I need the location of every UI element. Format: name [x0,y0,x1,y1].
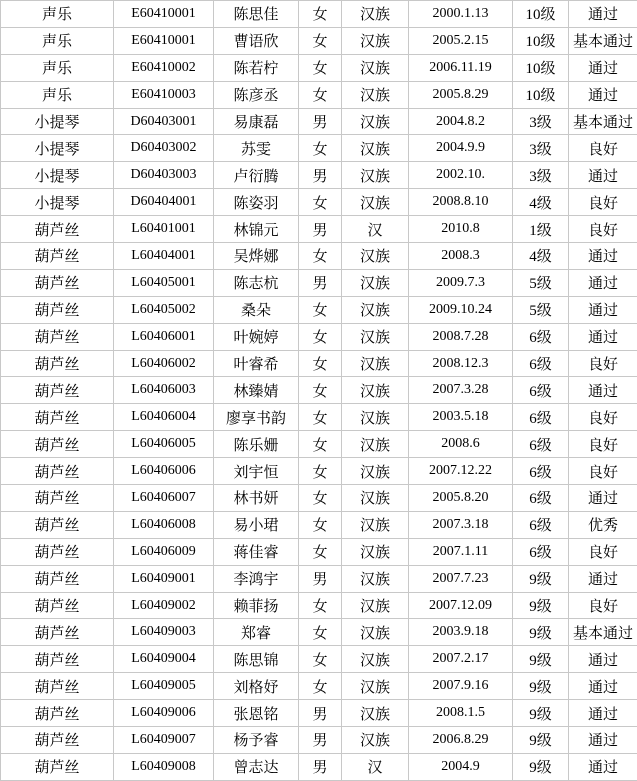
birthdate-cell[interactable]: 2009.10.24 [409,296,513,323]
subject-cell[interactable]: 葫芦丝 [1,323,114,350]
result-cell[interactable]: 通过 [569,753,637,780]
ethnicity-cell[interactable]: 汉族 [342,162,409,189]
grade-level-cell[interactable]: 9级 [513,646,569,673]
table-row [1,27,637,54]
exam-id-cell[interactable]: L60409006 [114,700,214,727]
student-name-cell[interactable]: 刘格妤 [214,673,299,700]
table-body [1,1,637,781]
ethnicity-cell[interactable]: 汉族 [342,323,409,350]
result-cell[interactable]: 良好 [569,458,637,485]
ethnicity-cell[interactable]: 汉族 [342,350,409,377]
subject-cell[interactable]: 声乐 [1,1,114,28]
result-cell[interactable]: 基本通过 [569,27,637,54]
gender-cell[interactable]: 女 [299,404,342,431]
birthdate-cell[interactable]: 2007.2.17 [409,646,513,673]
student-name-cell[interactable]: 叶婉婷 [214,323,299,350]
subject-cell[interactable]: 葫芦丝 [1,753,114,780]
exam-id-cell[interactable]: D60403003 [114,162,214,189]
exam-id-cell[interactable]: E60410002 [114,54,214,81]
birthdate-cell[interactable]: 2008.3 [409,243,513,270]
table-row [1,485,637,512]
table-row [1,565,637,592]
student-name-cell[interactable]: 苏雯 [214,135,299,162]
gender-cell[interactable]: 女 [299,27,342,54]
ethnicity-cell[interactable]: 汉族 [342,538,409,565]
subject-cell[interactable]: 葫芦丝 [1,269,114,296]
table-row [1,727,637,754]
table-row [1,81,637,108]
gender-cell[interactable]: 女 [299,243,342,270]
result-cell[interactable]: 通过 [569,565,637,592]
gender-cell[interactable]: 女 [299,485,342,512]
subject-cell[interactable]: 葫芦丝 [1,619,114,646]
student-name-cell[interactable]: 赖菲扬 [214,592,299,619]
grade-level-cell[interactable]: 6级 [513,485,569,512]
birthdate-cell[interactable]: 2007.3.28 [409,377,513,404]
exam-id-cell[interactable]: D60403001 [114,108,214,135]
gender-cell[interactable]: 女 [299,592,342,619]
student-name-cell[interactable]: 曹语欣 [214,27,299,54]
birthdate-cell[interactable]: 2007.9.16 [409,673,513,700]
gender-cell[interactable]: 男 [299,753,342,780]
subject-cell[interactable]: 小提琴 [1,108,114,135]
birthdate-cell[interactable]: 2006.11.19 [409,54,513,81]
exam-id-cell[interactable]: E60410003 [114,81,214,108]
student-name-cell[interactable]: 杨予睿 [214,727,299,754]
exam-id-cell[interactable]: E60410001 [114,1,214,28]
birthdate-cell[interactable]: 2010.8 [409,216,513,243]
table-row [1,538,637,565]
table-row [1,296,637,323]
exam-id-cell[interactable]: L60406003 [114,377,214,404]
birthdate-cell[interactable]: 2007.12.22 [409,458,513,485]
exam-id-cell[interactable]: L60406004 [114,404,214,431]
table-row [1,269,637,296]
subject-cell[interactable]: 葫芦丝 [1,485,114,512]
ethnicity-cell[interactable]: 汉族 [342,27,409,54]
ethnicity-cell[interactable]: 汉族 [342,108,409,135]
result-cell[interactable]: 通过 [569,673,637,700]
grade-level-cell[interactable]: 9级 [513,673,569,700]
ethnicity-cell[interactable]: 汉族 [342,511,409,538]
subject-cell[interactable]: 葫芦丝 [1,350,114,377]
student-name-cell[interactable]: 陈乐姗 [214,431,299,458]
subject-cell[interactable]: 葫芦丝 [1,377,114,404]
student-name-cell[interactable]: 卢衍腾 [214,162,299,189]
subject-cell[interactable]: 葫芦丝 [1,404,114,431]
result-cell[interactable]: 良好 [569,350,637,377]
grade-level-cell[interactable]: 6级 [513,538,569,565]
gender-cell[interactable]: 男 [299,565,342,592]
gender-cell[interactable]: 女 [299,431,342,458]
subject-cell[interactable]: 声乐 [1,27,114,54]
ethnicity-cell[interactable]: 汉 [342,216,409,243]
subject-cell[interactable]: 葫芦丝 [1,431,114,458]
grade-level-cell[interactable]: 9级 [513,565,569,592]
result-cell[interactable]: 良好 [569,431,637,458]
subject-cell[interactable]: 葫芦丝 [1,296,114,323]
birthdate-cell[interactable]: 2007.3.18 [409,511,513,538]
result-cell[interactable]: 良好 [569,216,637,243]
exam-id-cell[interactable]: L60409001 [114,565,214,592]
birthdate-cell[interactable]: 2009.7.3 [409,269,513,296]
result-cell[interactable]: 通过 [569,1,637,28]
birthdate-cell[interactable]: 2008.1.5 [409,700,513,727]
ethnicity-cell[interactable]: 汉 [342,753,409,780]
subject-cell[interactable]: 葫芦丝 [1,511,114,538]
exam-id-cell[interactable]: L60409008 [114,753,214,780]
subject-cell[interactable]: 声乐 [1,54,114,81]
gender-cell[interactable]: 女 [299,189,342,216]
ethnicity-cell[interactable]: 汉族 [342,646,409,673]
subject-cell[interactable]: 小提琴 [1,162,114,189]
ethnicity-cell[interactable]: 汉族 [342,458,409,485]
student-name-cell[interactable]: 吴烨娜 [214,243,299,270]
subject-cell[interactable]: 声乐 [1,81,114,108]
grade-level-cell[interactable]: 1级 [513,216,569,243]
table-row [1,350,637,377]
exam-id-cell[interactable]: L60409005 [114,673,214,700]
student-name-cell[interactable]: 林锦元 [214,216,299,243]
student-name-cell[interactable]: 蒋佳睿 [214,538,299,565]
table-row [1,404,637,431]
table-row [1,673,637,700]
grade-level-cell[interactable]: 6级 [513,350,569,377]
birthdate-cell[interactable]: 2004.9 [409,753,513,780]
gender-cell[interactable]: 女 [299,673,342,700]
grade-level-cell[interactable]: 6级 [513,511,569,538]
exam-id-cell[interactable]: L60406001 [114,323,214,350]
grade-level-cell[interactable]: 3级 [513,108,569,135]
exam-id-cell[interactable]: L60409002 [114,592,214,619]
ethnicity-cell[interactable]: 汉族 [342,727,409,754]
table-row [1,753,637,780]
gender-cell[interactable]: 男 [299,162,342,189]
student-name-cell[interactable]: 陈彦丞 [214,81,299,108]
grade-level-cell[interactable]: 5级 [513,269,569,296]
grade-level-cell[interactable]: 4级 [513,189,569,216]
exam-id-cell[interactable]: L60406008 [114,511,214,538]
gender-cell[interactable]: 男 [299,269,342,296]
ethnicity-cell[interactable]: 汉族 [342,431,409,458]
birthdate-cell[interactable]: 2004.9.9 [409,135,513,162]
ethnicity-cell[interactable]: 汉族 [342,700,409,727]
grade-level-cell[interactable]: 6级 [513,404,569,431]
exam-id-cell[interactable]: L60406007 [114,485,214,512]
gender-cell[interactable]: 女 [299,323,342,350]
result-cell[interactable]: 良好 [569,135,637,162]
birthdate-cell[interactable]: 2003.5.18 [409,404,513,431]
table-row [1,700,637,727]
student-name-cell[interactable]: 郑睿 [214,619,299,646]
result-cell[interactable]: 基本通过 [569,108,637,135]
gender-cell[interactable]: 女 [299,538,342,565]
ethnicity-cell[interactable]: 汉族 [342,673,409,700]
birthdate-cell[interactable]: 2003.9.18 [409,619,513,646]
table-row [1,619,637,646]
gender-cell[interactable]: 女 [299,54,342,81]
student-name-cell[interactable]: 林书妍 [214,485,299,512]
ethnicity-cell[interactable]: 汉族 [342,296,409,323]
birthdate-cell[interactable]: 2004.8.2 [409,108,513,135]
gender-cell[interactable]: 女 [299,377,342,404]
grade-level-cell[interactable]: 9级 [513,727,569,754]
exam-id-cell[interactable]: L60409004 [114,646,214,673]
subject-cell[interactable]: 小提琴 [1,189,114,216]
subject-cell[interactable]: 葫芦丝 [1,538,114,565]
student-name-cell[interactable]: 廖享书韵 [214,404,299,431]
grade-level-cell[interactable]: 9级 [513,592,569,619]
table-row [1,592,637,619]
table-row [1,458,637,485]
birthdate-cell[interactable]: 2000.1.13 [409,1,513,28]
gender-cell[interactable]: 男 [299,727,342,754]
grade-level-cell[interactable]: 6级 [513,323,569,350]
result-cell[interactable]: 通过 [569,296,637,323]
exam-id-cell[interactable]: L60405002 [114,296,214,323]
subject-cell[interactable]: 葫芦丝 [1,700,114,727]
birthdate-cell[interactable]: 2005.8.20 [409,485,513,512]
ethnicity-cell[interactable]: 汉族 [342,565,409,592]
birthdate-cell[interactable]: 2008.6 [409,431,513,458]
subject-cell[interactable]: 小提琴 [1,135,114,162]
gender-cell[interactable]: 女 [299,296,342,323]
exam-id-cell[interactable]: L60409003 [114,619,214,646]
subject-cell[interactable]: 葫芦丝 [1,565,114,592]
birthdate-cell[interactable]: 2006.8.29 [409,727,513,754]
student-name-cell[interactable]: 张恩铭 [214,700,299,727]
gender-cell[interactable]: 女 [299,81,342,108]
result-cell[interactable]: 通过 [569,485,637,512]
gender-cell[interactable]: 女 [299,458,342,485]
gender-cell[interactable]: 男 [299,216,342,243]
birthdate-cell[interactable]: 2007.7.23 [409,565,513,592]
grade-level-cell[interactable]: 10级 [513,81,569,108]
birthdate-cell[interactable]: 2008.7.28 [409,323,513,350]
ethnicity-cell[interactable]: 汉族 [342,54,409,81]
student-name-cell[interactable]: 桑朵 [214,296,299,323]
table-row [1,216,637,243]
result-cell[interactable]: 通过 [569,81,637,108]
ethnicity-cell[interactable]: 汉族 [342,485,409,512]
subject-cell[interactable]: 葫芦丝 [1,727,114,754]
ethnicity-cell[interactable]: 汉族 [342,189,409,216]
ethnicity-cell[interactable]: 汉族 [342,592,409,619]
grade-level-cell[interactable]: 6级 [513,458,569,485]
student-name-cell[interactable]: 陈思佳 [214,1,299,28]
table-row [1,243,637,270]
table-row [1,377,637,404]
ethnicity-cell[interactable]: 汉族 [342,243,409,270]
gender-cell[interactable]: 女 [299,619,342,646]
subject-cell[interactable]: 葫芦丝 [1,243,114,270]
birthdate-cell[interactable]: 2007.12.09 [409,592,513,619]
ethnicity-cell[interactable]: 汉族 [342,619,409,646]
grade-level-cell[interactable]: 9级 [513,700,569,727]
grade-level-cell[interactable]: 6级 [513,377,569,404]
exam-id-cell[interactable]: L60404001 [114,243,214,270]
student-name-cell[interactable]: 陈姿羽 [214,189,299,216]
gender-cell[interactable]: 女 [299,1,342,28]
gender-cell[interactable]: 男 [299,700,342,727]
exam-id-cell[interactable]: L60406009 [114,538,214,565]
exam-id-cell[interactable]: L60405001 [114,269,214,296]
student-name-cell[interactable]: 陈思锦 [214,646,299,673]
student-name-cell[interactable]: 易康磊 [214,108,299,135]
birthdate-cell[interactable]: 2007.1.11 [409,538,513,565]
table-row [1,108,637,135]
result-cell[interactable]: 通过 [569,269,637,296]
subject-cell[interactable]: 葫芦丝 [1,458,114,485]
student-name-cell[interactable]: 林臻婧 [214,377,299,404]
grade-level-cell[interactable]: 6级 [513,431,569,458]
result-cell[interactable]: 基本通过 [569,619,637,646]
table-row [1,646,637,673]
exam-id-cell[interactable]: E60410001 [114,27,214,54]
result-cell[interactable]: 通过 [569,727,637,754]
table-row [1,323,637,350]
ethnicity-cell[interactable]: 汉族 [342,135,409,162]
result-cell[interactable]: 良好 [569,538,637,565]
result-cell[interactable]: 通过 [569,646,637,673]
exam-id-cell[interactable]: L60406002 [114,350,214,377]
exam-id-cell[interactable]: D60403002 [114,135,214,162]
gender-cell[interactable]: 女 [299,350,342,377]
table-row [1,135,637,162]
birthdate-cell[interactable]: 2002.10. [409,162,513,189]
result-cell[interactable]: 良好 [569,189,637,216]
gender-cell[interactable]: 男 [299,108,342,135]
result-cell[interactable]: 通过 [569,243,637,270]
student-name-cell[interactable]: 易小珺 [214,511,299,538]
result-cell[interactable]: 良好 [569,592,637,619]
result-cell[interactable]: 优秀 [569,511,637,538]
grade-level-cell[interactable]: 5级 [513,296,569,323]
result-cell[interactable]: 通过 [569,323,637,350]
gender-cell[interactable]: 女 [299,646,342,673]
exam-id-cell[interactable]: D60404001 [114,189,214,216]
birthdate-cell[interactable]: 2005.8.29 [409,81,513,108]
student-name-cell[interactable]: 曾志达 [214,753,299,780]
table-row [1,162,637,189]
exam-id-cell[interactable]: L60401001 [114,216,214,243]
result-cell[interactable]: 通过 [569,700,637,727]
table-row [1,54,637,81]
grade-level-cell[interactable]: 10级 [513,54,569,81]
grade-level-cell[interactable]: 10级 [513,1,569,28]
subject-cell[interactable]: 葫芦丝 [1,592,114,619]
exam-id-cell[interactable]: L60409007 [114,727,214,754]
result-cell[interactable]: 通过 [569,377,637,404]
exam-id-cell[interactable]: L60406006 [114,458,214,485]
table-row [1,511,637,538]
ethnicity-cell[interactable]: 汉族 [342,269,409,296]
grade-level-cell[interactable]: 9级 [513,619,569,646]
result-cell[interactable]: 通过 [569,162,637,189]
result-cell[interactable]: 良好 [569,404,637,431]
subject-cell[interactable]: 葫芦丝 [1,216,114,243]
table-row [1,1,637,28]
ethnicity-cell[interactable]: 汉族 [342,404,409,431]
table-row [1,189,637,216]
table-row [1,431,637,458]
birthdate-cell[interactable]: 2008.8.10 [409,189,513,216]
subject-cell[interactable]: 葫芦丝 [1,646,114,673]
student-name-cell[interactable]: 叶睿希 [214,350,299,377]
exam-id-cell[interactable]: L60406005 [114,431,214,458]
grade-level-cell[interactable]: 9级 [513,753,569,780]
subject-cell[interactable]: 葫芦丝 [1,673,114,700]
student-name-cell[interactable]: 李鸿宇 [214,565,299,592]
student-name-cell[interactable]: 陈志杭 [214,269,299,296]
grade-level-cell[interactable]: 4级 [513,243,569,270]
ethnicity-cell[interactable]: 汉族 [342,81,409,108]
result-cell[interactable]: 通过 [569,54,637,81]
birthdate-cell[interactable]: 2008.12.3 [409,350,513,377]
grade-level-cell[interactable]: 3级 [513,162,569,189]
grade-level-cell[interactable]: 3级 [513,135,569,162]
student-name-cell[interactable]: 陈若柠 [214,54,299,81]
grade-level-cell[interactable]: 10级 [513,27,569,54]
ethnicity-cell[interactable]: 汉族 [342,377,409,404]
gender-cell[interactable]: 女 [299,135,342,162]
ethnicity-cell[interactable]: 汉族 [342,1,409,28]
gender-cell[interactable]: 女 [299,511,342,538]
birthdate-cell[interactable]: 2005.2.15 [409,27,513,54]
student-name-cell[interactable]: 刘宇恒 [214,458,299,485]
